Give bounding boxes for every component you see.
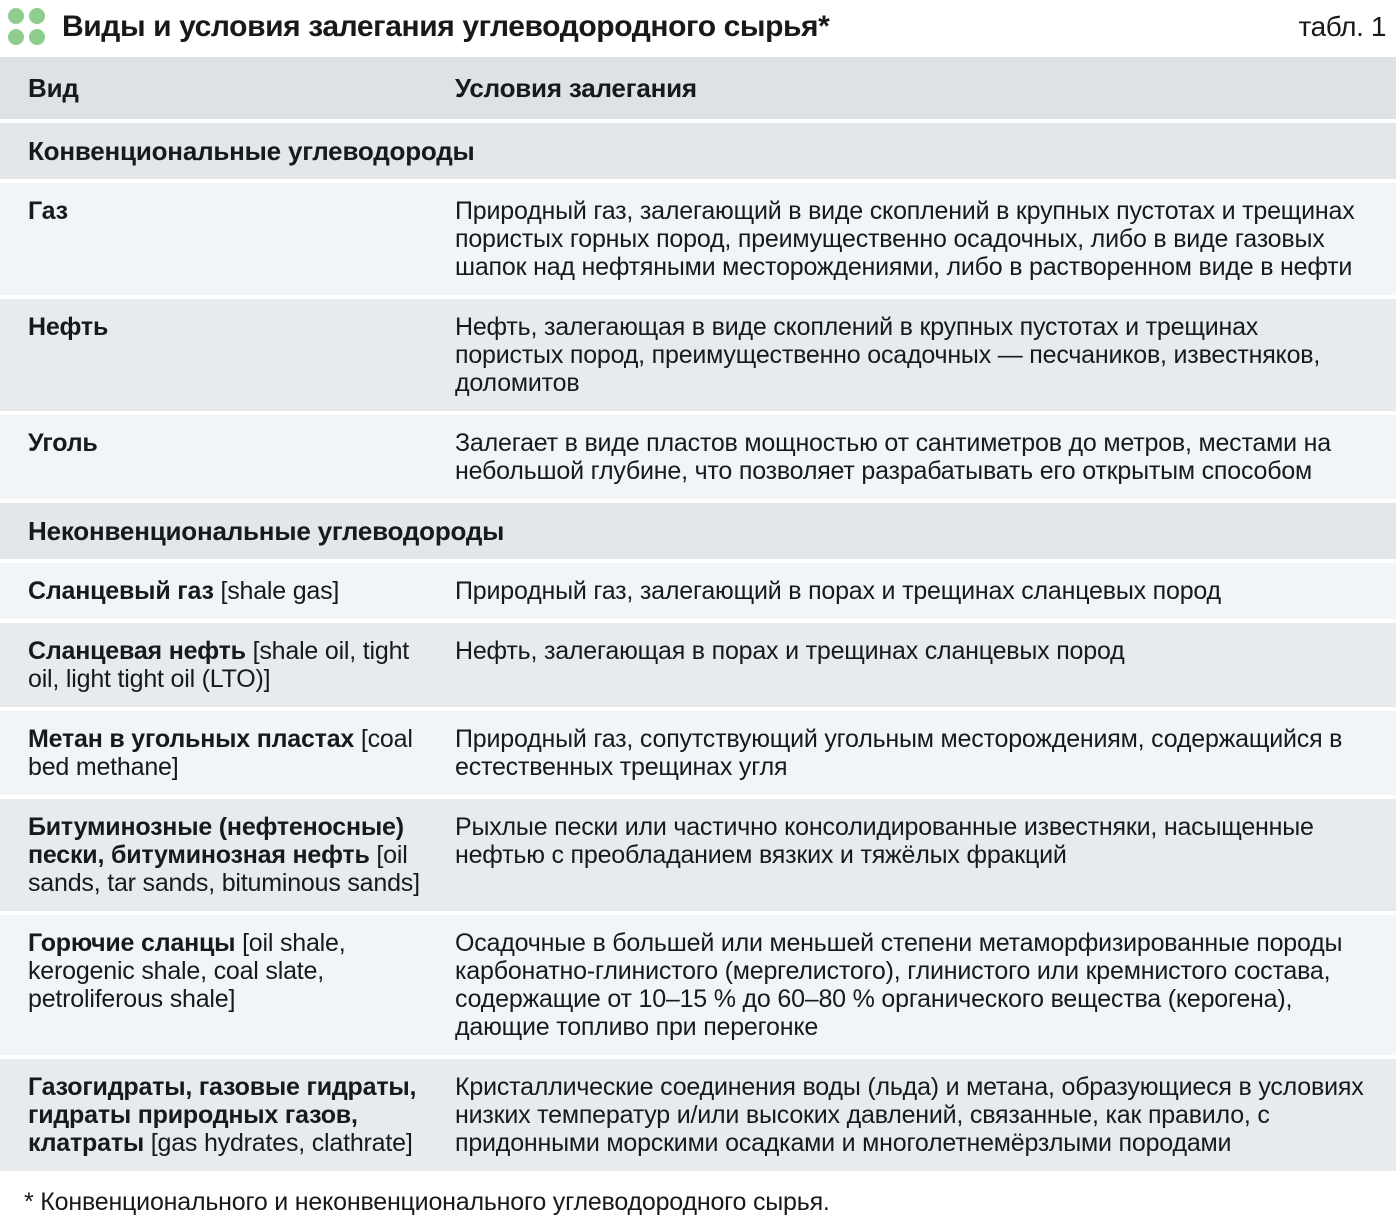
- term-cell: [0, 799, 455, 911]
- section-title: Неконвенциональные углеводороды: [28, 516, 505, 546]
- description-cell: Природный газ, сопутствующий угольным месторождениям, содержащийся в естественных трещинах угля: [455, 725, 1343, 781]
- term-text: Газ: [28, 197, 68, 225]
- term-cell: [0, 915, 455, 1055]
- section-title: Конвенциональные углеводороды: [28, 136, 475, 166]
- term-cell: [0, 415, 455, 499]
- description-cell: Нефть, залегающая в виде скоплений в крупных пустотах и трещинах пористых пород, преимущественно осадочных — песчаников, известняков, доломитов: [455, 313, 1321, 397]
- title-bar: [0, 6, 1396, 57]
- term-text: Метан в угольных пластах: [28, 725, 355, 753]
- section-header-unconventional: [0, 503, 1396, 559]
- column-header-conditions: Условия залегания: [455, 73, 697, 103]
- term-text: Горючие сланцы: [28, 929, 236, 957]
- term-cell: [0, 563, 455, 619]
- term-text: Сланцевый газ: [28, 577, 214, 605]
- description-cell: Залегает в виде пластов мощностью от сантиметров до метров, местами на небольшой глубине, что позволяет разрабатывать его открытым способом: [455, 429, 1331, 485]
- green-dot-icon: [29, 29, 45, 45]
- row-oil-shale: [0, 915, 1396, 1055]
- row-gas-hydrates: [0, 1059, 1396, 1171]
- term-latin-text: [coal bed methane]: [28, 725, 413, 781]
- green-dot-icon: [8, 29, 24, 45]
- term-latin-text: [gas hydrates, clathrate]: [150, 1129, 413, 1157]
- term-latin-text: [shale gas]: [220, 577, 340, 605]
- term-text: Газогидраты, газовые гидраты, гидраты природных газов, клатраты: [28, 1073, 417, 1157]
- row-shale-oil: [0, 623, 1396, 707]
- term-text: Битуминозные (нефтеносные) пески, битуминозная нефть: [28, 813, 404, 869]
- green-dot-icon: [8, 8, 24, 24]
- row-oil: [0, 299, 1396, 411]
- green-dot-icon: [29, 8, 45, 24]
- row-coal-bed-methane: [0, 711, 1396, 795]
- term-latin-text: [shale oil, tight oil, light tight oil (LTO)]: [28, 637, 410, 693]
- term-text: Уголь: [28, 429, 98, 457]
- description-cell: Природный газ, залегающий в виде скоплений в крупных пустотах и трещинах пористых горных пород, преимущественно осадочных, либо в виде газовых шапок над нефтяными месторождениями, либо в растворенном виде в нефти: [455, 197, 1355, 281]
- term-cell: [0, 183, 455, 295]
- description-cell: Кристаллические соединения воды (льда) и метана, образующиеся в условиях низких температур и/или высоких давлений, связанные, как правило, с придонными морскими осадками и многолетнемёрзлыми породами: [455, 1073, 1364, 1157]
- table-header-row: [0, 57, 1396, 119]
- term-cell: [0, 299, 455, 411]
- term-cell: [0, 1059, 455, 1171]
- description-cell: Осадочные в большей или меньшей степени метаморфизированные породы карбонатно-глинистого (мергелистого), глинистого или кремнистого состава, содержащие от 10–15 % до 60–80 % органического вещества (керогена), дающие топливо при перегонке: [455, 929, 1343, 1041]
- description-cell: Нефть, залегающая в порах и трещинах сланцевых пород: [455, 637, 1125, 665]
- table-marker-icon: [8, 8, 45, 45]
- footnote: * Конвенционального и неконвенционального углеводородного сырья.: [24, 1188, 830, 1216]
- term-text: Нефть: [28, 313, 109, 341]
- table-reference-label: табл. 1: [1298, 10, 1386, 42]
- row-shale-gas: [0, 563, 1396, 619]
- term-cell: [0, 623, 455, 707]
- row-coal: [0, 415, 1396, 499]
- hydrocarbons-table: [0, 57, 1396, 1171]
- description-cell: Рыхлые пески или частично консолидированные известняки, насыщенные нефтью с преобладанием вязких и тяжёлых фракций: [455, 813, 1314, 869]
- section-header-conventional: [0, 123, 1396, 179]
- row-gas: [0, 183, 1396, 295]
- term-latin-text: [oil sands, tar sands, bituminous sands]: [28, 841, 420, 897]
- column-header-kind: Вид: [28, 73, 79, 103]
- row-bituminous-sands: [0, 799, 1396, 911]
- term-latin-text: [oil shale, kerogenic shale, coal slate, petroliferous shale]: [28, 929, 346, 1013]
- description-cell: Природный газ, залегающий в порах и трещинах сланцевых пород: [455, 577, 1221, 605]
- page-title: Виды и условия залегания углеводородного сырья*: [62, 9, 830, 43]
- term-text: Сланцевая нефть: [28, 637, 246, 665]
- term-cell: [0, 711, 455, 795]
